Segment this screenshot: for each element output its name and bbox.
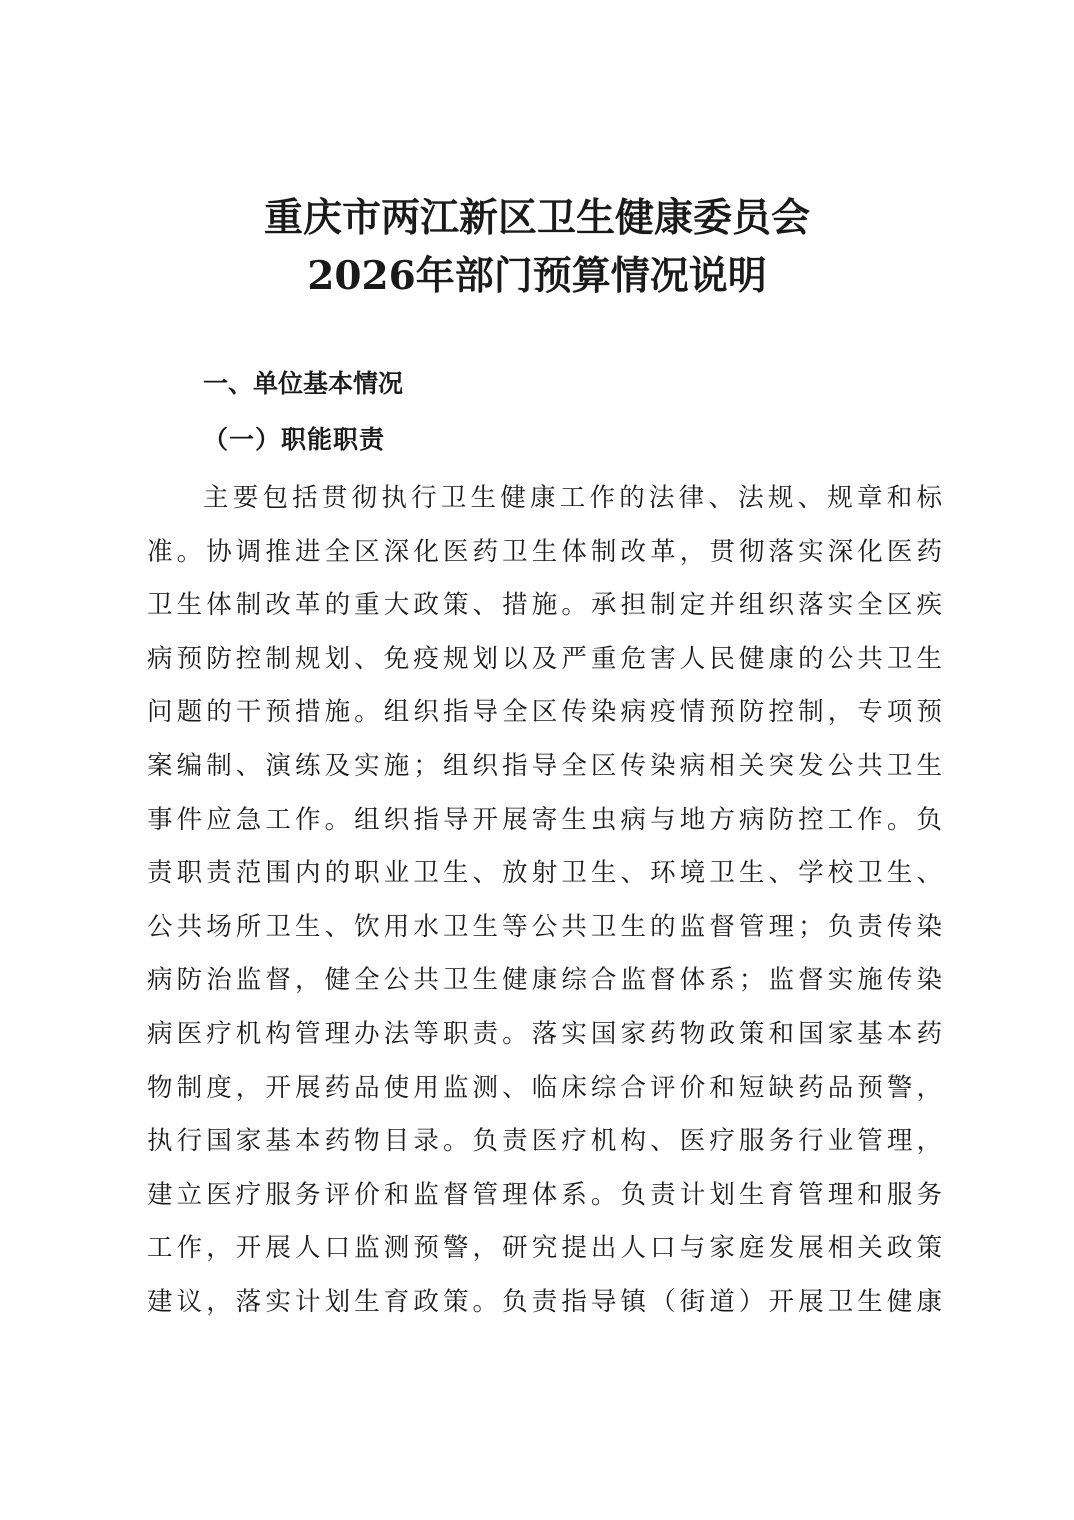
body-line: 主要包括贯彻执行卫生健康工作的法律、法规、规章和标 — [203, 483, 942, 513]
body-line: 公共场所卫生、饮用水卫生等公共卫生的监督管理；负责传染 — [147, 911, 942, 942]
body-line: 建立医疗服务评价和监督管理体系。负责计划生育管理和服务 — [147, 1179, 942, 1210]
body-paragraph — [147, 472, 947, 1330]
body-line: 执行国家基本药物目录。负责医疗机构、医疗服务行业管理， — [147, 1126, 942, 1157]
body-line: 责职责范围内的职业卫生、放射卫生、环境卫生、学校卫生、 — [147, 858, 942, 889]
body-line: 问题的干预措施。组织指导全区传染病疫情预防控制，专项预 — [147, 697, 942, 728]
body-line: 工作，开展人口监测预警，研究提出人口与家庭发展相关政策 — [147, 1233, 942, 1264]
subsection-heading-duties: （一）职能职责 — [203, 425, 386, 454]
body-line: 建议，落实计划生育政策。负责指导镇（街道）开展卫生健康 — [147, 1286, 942, 1317]
document-title-line1: 重庆市两江新区卫生健康委员会 — [263, 195, 810, 241]
section-heading-basic-info: 一、单位基本情况 — [203, 369, 404, 398]
body-line: 物制度，开展药品使用监测、临床综合评价和短缺药品预警， — [147, 1072, 942, 1103]
body-line: 病预防控制规划、免疫规划以及严重危害人民健康的公共卫生 — [147, 643, 942, 674]
body-line: 准。协调推进全区深化医药卫生体制改革，贯彻落实深化医药 — [147, 536, 942, 567]
document-title-line2: 2026年部门预算情况说明 — [307, 253, 767, 299]
body-line: 病防治监督，健全公共卫生健康综合监督体系；监督实施传染 — [147, 965, 942, 996]
body-line: 事件应急工作。组织指导开展寄生虫病与地方病防控工作。负 — [147, 804, 942, 835]
body-line: 病医疗机构管理办法等职责。落实国家药物政策和国家基本药 — [147, 1018, 942, 1049]
body-line: 卫生体制改革的重大政策、措施。承担制定并组织落实全区疾 — [147, 590, 942, 621]
body-line: 案编制、演练及实施；组织指导全区传染病相关突发公共卫生 — [147, 750, 942, 781]
